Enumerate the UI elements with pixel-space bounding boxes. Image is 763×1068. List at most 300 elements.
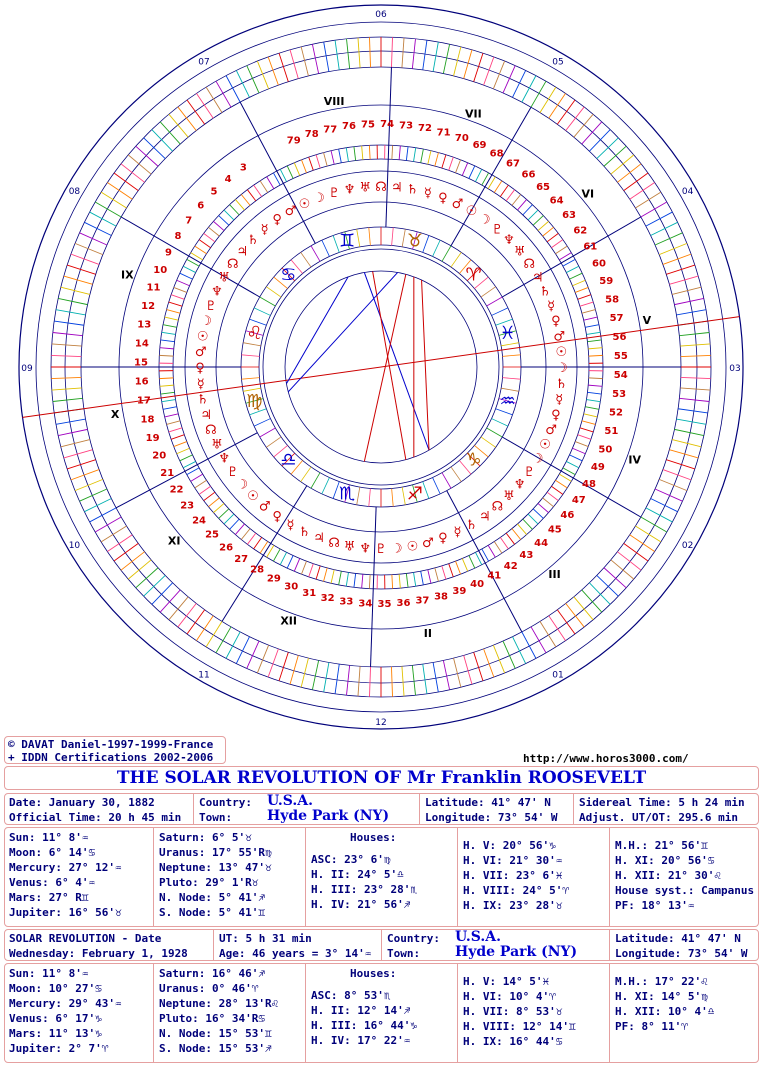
planet-glyph: ☽ — [556, 361, 568, 376]
outer-degree-tick — [51, 377, 81, 378]
outer-degree-tick — [58, 298, 87, 304]
revolution-moon: Moon: 10° 27'♋ — [9, 982, 102, 995]
inner-degree-tick — [309, 157, 314, 170]
degree-number: 59 — [599, 276, 614, 288]
inner-degree-tick — [494, 181, 502, 193]
planet-glyph: ♃ — [531, 270, 544, 286]
outer-degree-tick — [646, 508, 672, 522]
outer-degree-tick — [216, 81, 231, 107]
zodiac-tick — [433, 240, 441, 256]
month-number: 12 — [375, 718, 387, 728]
planet-glyph: ♂ — [553, 329, 566, 345]
inner-degree-tick — [247, 533, 255, 544]
zodiac-tick — [301, 252, 311, 267]
revolution-mars: Mars: 11° 13'♑ — [9, 1027, 102, 1040]
outer-degree-tick — [611, 155, 634, 174]
inner-degree-tick — [294, 163, 299, 176]
inner-degree-tick — [512, 529, 521, 540]
outer-degree-tick — [493, 61, 504, 89]
inner-degree-tick — [177, 280, 190, 285]
degree-number: 13 — [137, 319, 152, 331]
inner-degree-tick — [399, 146, 400, 160]
outer-degree-tick — [589, 130, 610, 152]
inner-degree-tick — [547, 492, 558, 500]
outer-degree-tick — [369, 37, 370, 67]
outer-degree-tick — [369, 667, 370, 697]
degree-number: 60 — [591, 258, 606, 270]
outer-degree-tick — [597, 575, 619, 596]
planet-glyph: ♀ — [551, 314, 561, 330]
inner-degree-tick — [588, 348, 602, 349]
natal-country: U.S.A. — [267, 793, 314, 809]
inner-degree-tick — [392, 575, 393, 589]
revolution-country-label: Country: — [387, 932, 440, 945]
outer-degree-tick — [641, 517, 667, 532]
planet-glyph: ☿ — [453, 525, 462, 541]
outer-degree-tick — [114, 173, 138, 191]
natal-north-node: N. Node: 5° 41'♐ — [159, 891, 265, 904]
natal-house-8: H. VIII: 24° 5'♈ — [463, 884, 569, 897]
natal-houses-title: Houses: — [350, 831, 397, 844]
inner-degree-tick — [324, 568, 328, 582]
outer-degree-tick — [53, 398, 83, 401]
outer-degree-tick — [655, 489, 682, 501]
revolution-date-label: SOLAR REVOLUTION - Date — [9, 932, 162, 945]
month-number: 10 — [68, 541, 81, 551]
zodiac-sign: ♉ — [406, 230, 423, 252]
zodiac-tick — [260, 297, 276, 306]
degree-number: 26 — [219, 542, 234, 554]
revolution-house-3: H. III: 16° 44'♑ — [311, 1019, 417, 1032]
revolution-house-7: H. VII: 8° 53'♉ — [463, 1005, 563, 1018]
inner-degree-tick — [575, 442, 588, 447]
revolution-venus: Venus: 6° 17'♑ — [9, 1012, 102, 1025]
outer-degree-tick — [335, 40, 339, 70]
zodiac-tick — [266, 437, 281, 447]
inner-degree-tick — [354, 147, 356, 161]
inner-degree-tick — [309, 564, 314, 577]
outer-degree-tick — [84, 499, 111, 512]
inner-degree-tick — [163, 407, 177, 410]
zodiac-sign: ♓ — [499, 323, 516, 345]
outer-degree-tick — [101, 192, 126, 208]
zodiac-tick — [503, 378, 521, 380]
outer-degree-tick — [128, 560, 151, 579]
inner-degree-tick — [586, 332, 600, 334]
degree-number: 71 — [436, 127, 451, 139]
inner-degree-tick — [160, 385, 174, 386]
degree-number: 66 — [521, 169, 536, 181]
outer-degree-tick — [114, 543, 138, 561]
inner-degree-tick — [287, 556, 293, 569]
inner-degree-tick — [575, 287, 588, 292]
revolution-positions-box — [4, 963, 759, 1063]
planet-glyph: ☿ — [555, 392, 564, 408]
inner-degree-tick — [169, 428, 182, 432]
inner-degree-tick — [555, 246, 567, 254]
planet-glyph: ♂ — [422, 535, 434, 551]
revolution-house-8: H. VIII: 12° 14'♊ — [463, 1020, 576, 1033]
planet-glyph: ♂ — [451, 196, 464, 212]
planet-glyph: ☿ — [423, 186, 432, 202]
month-number: 04 — [681, 187, 694, 197]
natal-adjust: Adjust. UT/OT: 295.6 min — [579, 811, 738, 824]
inner-degree-tick — [280, 552, 286, 564]
degree-number: 61 — [583, 241, 598, 253]
outer-degree-tick — [641, 202, 667, 217]
outer-degree-tick — [95, 202, 121, 217]
planet-glyph: ☉ — [196, 329, 209, 345]
outer-degree-tick — [206, 87, 222, 112]
outer-degree-tick — [247, 641, 259, 668]
revolution-south-node: S. Node: 15° 53'♐ — [159, 1042, 272, 1055]
inner-degree-tick — [162, 332, 176, 334]
house-label: III — [548, 567, 561, 581]
revolution-houses-col1 — [311, 988, 417, 1048]
natal-asc: ASC: 23° 6'♍ — [311, 853, 391, 866]
inner-degree-tick — [469, 166, 475, 179]
natal-house-9: H. IX: 23° 28'♉ — [463, 899, 563, 912]
inner-degree-tick — [543, 498, 554, 507]
planet-glyph: ♆ — [503, 233, 515, 249]
natal-venus: Venus: 6° 4'♒ — [9, 876, 96, 889]
revolution-ut: UT: 5 h 31 min — [219, 932, 312, 945]
degree-number: 47 — [571, 494, 586, 506]
degree-number: 8 — [174, 231, 182, 243]
outer-degree-tick — [674, 298, 703, 304]
outer-degree-tick — [651, 499, 678, 512]
degree-number: 19 — [145, 432, 160, 444]
zodiac-tick — [260, 428, 276, 437]
outer-degree-tick — [402, 38, 404, 68]
inner-degree-tick — [585, 325, 599, 328]
planet-glyph: ♆ — [218, 451, 231, 467]
outer-degree-tick — [646, 212, 672, 226]
degree-number: 68 — [489, 148, 504, 160]
inner-degree-tick — [584, 414, 598, 417]
zodiac-tick — [357, 229, 360, 247]
planet-glyph: ☊ — [328, 535, 340, 551]
revolution-house-4: H. IV: 17° 22'♒ — [311, 1034, 411, 1047]
outer-degree-tick — [433, 42, 438, 72]
planet-glyph: ☊ — [491, 499, 504, 515]
planet-glyph: ♄ — [247, 233, 259, 249]
planet-glyph: ♇ — [205, 299, 217, 315]
degree-number: 31 — [302, 588, 317, 600]
degree-number: 51 — [604, 426, 619, 438]
outer-degree-tick — [226, 76, 240, 102]
outer-degree-tick — [676, 419, 706, 424]
zodiac-sign: ♊ — [339, 230, 356, 252]
planet-glyph: ☿ — [260, 222, 269, 238]
planet-glyph: ♀ — [195, 361, 205, 376]
inner-degree-tick — [235, 524, 244, 535]
natal-planets-col1 — [9, 830, 122, 920]
degree-number: 64 — [549, 195, 564, 207]
inner-degree-tick — [160, 348, 174, 349]
outer-degree-tick — [216, 627, 231, 653]
planet-glyph: ☿ — [196, 376, 205, 392]
zodiac-tick — [492, 308, 508, 316]
inner-degree-tick — [517, 524, 526, 535]
outer-degree-tick — [187, 100, 205, 124]
zodiac-tick — [423, 235, 429, 252]
zodiac-tick — [503, 355, 521, 357]
inner-degree-tick — [538, 503, 549, 512]
inner-degree-tick — [428, 151, 431, 165]
inner-degree-tick — [406, 147, 408, 161]
outer-degree-tick — [412, 665, 415, 695]
zodiac-sign: ♎ — [280, 449, 297, 471]
planet-glyph: ♇ — [375, 542, 387, 557]
revolution-pf: PF: 8° 11'♈ — [615, 1020, 688, 1033]
planet-glyph: ♅ — [218, 270, 231, 286]
inner-degree-tick — [177, 448, 190, 453]
outer-degree-tick — [90, 212, 116, 226]
planet-glyph: ☉ — [539, 437, 551, 453]
outer-degree-tick — [522, 632, 536, 658]
inner-degree-tick — [494, 541, 502, 553]
inner-degree-tick — [399, 574, 400, 588]
revolution-houses-col3 — [615, 974, 714, 1034]
inner-degree-tick — [523, 519, 533, 529]
inner-degree-tick — [566, 266, 578, 272]
degree-number: 36 — [396, 597, 411, 609]
degree-number: 43 — [519, 549, 534, 561]
inner-degree-tick — [191, 253, 203, 260]
house-label: X — [110, 407, 120, 421]
outer-degree-tick — [674, 429, 703, 435]
degree-number: 30 — [284, 581, 299, 593]
revolution-jupiter: Jupiter: 2° 7'♈ — [9, 1042, 109, 1055]
planet-glyph: ♀ — [272, 212, 282, 228]
month-number: 08 — [68, 187, 81, 197]
planet-glyph: ♆ — [343, 182, 356, 198]
planet-glyph: ☿ — [286, 517, 295, 533]
degree-number: 55 — [613, 350, 628, 362]
planet-glyph: ♄ — [539, 284, 551, 300]
month-number: 07 — [198, 57, 210, 68]
inner-degree-tick — [180, 455, 193, 461]
inner-degree-tick — [316, 566, 320, 579]
zodiac-tick — [242, 355, 260, 357]
outer-degree-tick — [169, 597, 188, 620]
inner-degree-tick — [273, 549, 280, 561]
inner-degree-tick — [324, 153, 328, 167]
inner-degree-tick — [421, 571, 424, 585]
outer-degree-tick — [412, 39, 415, 69]
zodiac-tick — [369, 489, 371, 507]
inner-degree-tick — [442, 155, 446, 168]
outer-degree-tick — [206, 621, 222, 646]
inner-degree-tick — [219, 509, 229, 519]
outer-degree-tick — [549, 616, 566, 641]
outer-degree-tick — [531, 627, 546, 653]
planet-glyph: ♀ — [272, 509, 282, 525]
degree-number: 23 — [180, 500, 195, 512]
revolution-planets-col2 — [159, 966, 278, 1056]
inner-degree-tick — [547, 233, 558, 241]
inner-degree-tick — [346, 148, 348, 162]
outer-degree-tick — [679, 398, 709, 401]
natal-house-6: H. VI: 21° 30'♒ — [463, 854, 563, 867]
outer-degree-tick — [557, 100, 575, 124]
house-label: II — [423, 626, 432, 640]
outer-degree-tick — [121, 552, 145, 570]
revolution-latitude: Latitude: 41° 47' N — [615, 932, 741, 945]
degree-number: 9 — [164, 247, 172, 259]
planet-glyph: ☽ — [200, 314, 212, 330]
revolution-country: U.S.A. — [455, 929, 502, 945]
inner-degree-tick — [456, 160, 461, 173]
website-url[interactable]: http://www.horos3000.com/ — [523, 752, 689, 765]
outer-degree-tick — [522, 76, 536, 102]
inner-degree-tick — [199, 486, 210, 494]
degree-number: 75 — [361, 119, 375, 131]
natal-latitude: Latitude: 41° 47' N — [425, 796, 551, 809]
month-number: 01 — [552, 670, 564, 681]
month-number: 05 — [552, 57, 564, 68]
degree-number: 54 — [613, 369, 628, 381]
outer-degree-tick — [678, 409, 708, 413]
zodiac-tick — [451, 252, 461, 267]
outer-degree-tick — [80, 489, 107, 501]
zodiac-tick — [254, 419, 270, 427]
outer-degree-tick — [236, 637, 249, 664]
inner-degree-tick — [254, 185, 262, 196]
inner-degree-tick — [421, 149, 424, 163]
degree-number: 14 — [134, 338, 149, 350]
natal-header-box — [4, 793, 759, 825]
inner-degree-tick — [362, 146, 363, 160]
inner-degree-tick — [523, 205, 533, 215]
natal-house-3: H. III: 23° 28'♏ — [311, 883, 417, 896]
month-number: 11 — [198, 670, 210, 681]
inner-degree-tick — [159, 355, 173, 356]
copyright-notice — [4, 736, 226, 764]
planet-glyph: ♆ — [513, 477, 526, 493]
planet-glyph: ☉ — [298, 196, 311, 212]
zodiac-tick — [392, 228, 394, 246]
inner-degree-tick — [528, 210, 538, 220]
house-label: V — [642, 314, 652, 328]
planet-glyph: ♄ — [196, 392, 209, 408]
outer-degree-tick — [52, 344, 82, 346]
degree-number: 67 — [505, 158, 520, 170]
degree-number: 6 — [197, 200, 205, 212]
zodiac-tick — [402, 229, 405, 247]
inner-degree-tick — [578, 295, 591, 300]
zodiac-tick — [442, 473, 451, 489]
zodiac-tick — [481, 437, 496, 447]
zodiac-tick — [266, 287, 281, 297]
degree-number: 39 — [452, 585, 467, 597]
outer-degree-tick — [617, 552, 641, 570]
inner-degree-tick — [354, 573, 356, 587]
natal-house-7: H. VII: 23° 6'♓ — [463, 869, 563, 882]
outer-degree-tick — [358, 666, 360, 696]
revolution-planets-col1 — [9, 966, 122, 1056]
natal-house-11: H. XI: 20° 56'♋ — [615, 854, 715, 867]
outer-degree-tick — [196, 93, 213, 118]
natal-houses-col2 — [463, 838, 569, 913]
planet-glyph: ♅ — [359, 180, 372, 196]
inner-degree-tick — [449, 564, 454, 577]
degree-number: 16 — [134, 376, 149, 388]
inner-degree-tick — [180, 273, 193, 279]
degree-number: 65 — [536, 181, 551, 193]
inner-degree-tick — [195, 480, 207, 488]
degree-number: 24 — [192, 515, 206, 527]
outer-degree-tick — [635, 192, 660, 208]
house-label: IV — [628, 453, 642, 467]
outer-degree-tick — [597, 138, 619, 159]
inner-degree-tick — [588, 385, 602, 386]
revolution-house-5: H. V: 14° 5'♓ — [463, 975, 550, 988]
degree-number: 10 — [153, 264, 168, 276]
outer-degree-tick — [335, 664, 339, 694]
revolution-house-2: H. II: 12° 14'♐ — [311, 1004, 411, 1017]
inner-degree-tick — [230, 519, 240, 529]
natal-houses-col3 — [615, 838, 754, 913]
inner-degree-tick — [572, 448, 585, 453]
planet-glyph: ♃ — [313, 531, 325, 547]
inner-degree-tick — [566, 461, 578, 467]
degree-number: 40 — [470, 578, 485, 590]
inner-degree-tick — [260, 181, 268, 193]
planet-glyph: ♄ — [406, 182, 419, 198]
degree-number: 45 — [547, 524, 562, 536]
planet-glyph: ♇ — [328, 186, 340, 202]
planet-glyph: ♀ — [438, 190, 448, 206]
outer-degree-tick — [566, 107, 584, 131]
degree-number: 78 — [304, 129, 319, 141]
outer-degree-tick — [53, 333, 83, 336]
planet-glyph: ♅ — [343, 539, 356, 555]
planet-glyph: ♀ — [551, 407, 561, 423]
house-cusp-line — [371, 507, 377, 667]
degree-number: 17 — [136, 395, 151, 407]
inner-degree-tick — [174, 442, 187, 447]
planet-glyph: ☊ — [523, 257, 536, 273]
month-number: 06 — [375, 10, 387, 20]
revolution-mh: M.H.: 17° 22'♌ — [615, 975, 708, 988]
natal-house-5: H. V: 20° 56'♑ — [463, 839, 556, 852]
house-cusp-line — [386, 67, 392, 227]
planet-glyph: ☊ — [226, 257, 239, 273]
natal-houses-col1 — [311, 852, 417, 912]
house-label: VI — [581, 187, 595, 201]
inner-degree-tick — [167, 310, 181, 314]
inner-degree-tick — [543, 227, 554, 236]
outer-degree-tick — [503, 641, 515, 668]
month-number: 02 — [681, 541, 694, 551]
planet-glyph: ♄ — [555, 376, 568, 392]
natal-jupiter: Jupiter: 16° 56'♉ — [9, 906, 122, 919]
outer-degree-tick — [423, 664, 427, 694]
inner-degree-tick — [585, 407, 599, 410]
inner-degree-tick — [161, 340, 175, 342]
outer-degree-tick — [635, 526, 660, 542]
inner-degree-tick — [213, 503, 224, 512]
degree-number: 12 — [141, 300, 156, 312]
inner-degree-tick — [528, 514, 538, 524]
inner-degree-tick — [204, 233, 215, 241]
zodiac-tick — [322, 478, 330, 494]
outer-degree-tick — [128, 155, 151, 174]
inner-degree-tick — [506, 190, 514, 201]
natal-time: Official Time: 20 h 45 min — [9, 811, 182, 824]
